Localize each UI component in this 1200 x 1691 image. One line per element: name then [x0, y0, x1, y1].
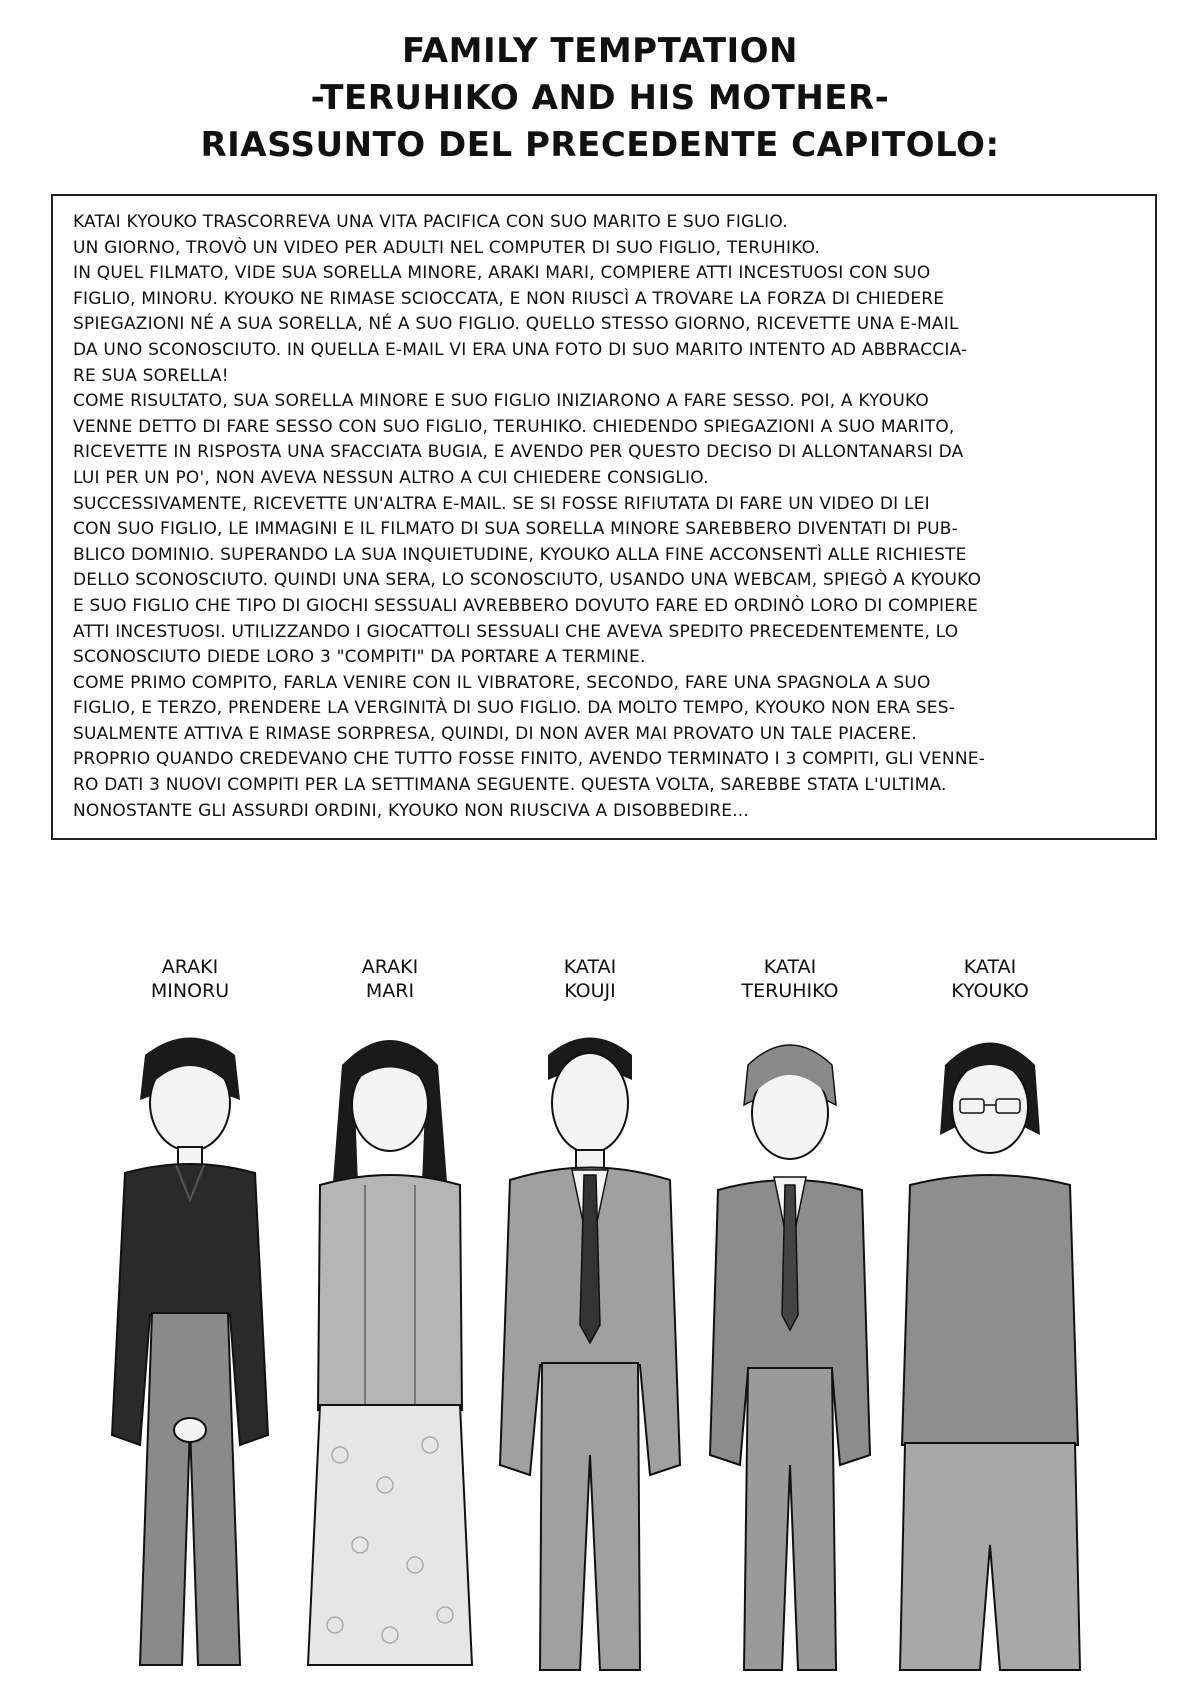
character-lineup — [0, 955, 1200, 1691]
character-given-name: KOUJI — [564, 980, 616, 1002]
character-araki-mari — [290, 955, 490, 1691]
summary-line: CON SUO FIGLIO, LE IMMAGINI E IL FILMATO DI SUA SORELLA MINORE SAREBBERO DIVENTATI DI PUB- — [73, 519, 959, 540]
page-title — [0, 28, 1200, 169]
boy-dark-sweater-figure-art — [90, 1025, 290, 1691]
character-surname: KATAI — [763, 956, 817, 978]
summary-line: VENNE DETTO DI FARE SESSO CON SUO FIGLIO, TERUHIKO. CHIEDENDO SPIEGAZIONI A SUO MARITO, — [73, 416, 955, 437]
summary-line: BLICO DOMINIO. SUPERANDO LA SUA INQUIETUDINE, KYOUKO ALLA FINE ACCONSENTÌ ALLE RICHIESTE — [73, 544, 967, 565]
character-katai-kyouko — [890, 955, 1090, 1691]
title-line: RIASSUNTO DEL PRECEDENTE CAPITOLO: — [200, 125, 1000, 165]
character-katai-kouji — [490, 955, 690, 1691]
woman-glasses-sweater-figure-art — [890, 1025, 1090, 1691]
summary-line: IN QUEL FILMATO, VIDE SUA SORELLA MINORE, ARAKI MARI, COMPIERE ATTI INCESTUOSI CON SUO — [73, 263, 931, 284]
summary-line: PROPRIO QUANDO CREDEVANO CHE TUTTO FOSSE FINITO, AVENDO TERMINATO I 3 COMPITI, GLI VENNE- — [73, 749, 986, 770]
character-araki-minoru — [90, 955, 290, 1691]
summary-line: RO DATI 3 NUOVI COMPITI PER LA SETTIMANA SEGUENTE. QUESTA VOLTA, SAREBBE STATA L'ULTIMA. — [73, 775, 947, 796]
summary-box — [51, 194, 1157, 840]
summary-line: RE SUA SORELLA! — [73, 365, 229, 386]
summary-line: SUALMENTE ATTIVA E RIMASE SORPRESA, QUINDI, DI NON AVER MAI PROVATO UN TALE PIACERE. — [73, 723, 917, 744]
man-suit-tie-figure — [490, 1025, 690, 1691]
summary-line: DELLO SCONOSCIUTO. QUINDI UNA SERA, LO SCONOSCIUTO, USANDO UNA WEBCAM, SPIEGÒ A KYOUKO — [73, 570, 982, 591]
character-given-name: TERUHIKO — [741, 980, 839, 1002]
summary-line: ATTI INCESTUOSI. UTILIZZANDO I GIOCATTOLI SESSUALI CHE AVEVA SPEDITO PRECEDENTEMENTE, LO — [73, 621, 959, 642]
summary-line: SCONOSCIUTO DIEDE LORO 3 "COMPITI" DA PORTARE A TERMINE. — [73, 647, 646, 668]
summary-line: KATAI KYOUKO TRASCORREVA UNA VITA PACIFICA CON SUO MARITO E SUO FIGLIO. — [73, 212, 788, 232]
character-given-name: MINORU — [150, 980, 230, 1002]
character-surname: KATAI — [563, 956, 617, 978]
character-surname: KATAI — [963, 956, 1017, 978]
summary-line: SPIEGAZIONI NÉ A SUA SORELLA, NÉ A SUO FIGLIO. QUELLO STESSO GIORNO, RICEVETTE UNA E-MAIL — [73, 314, 959, 335]
summary-line: E SUO FIGLIO CHE TIPO DI GIOCHI SESSUALI AVREBBERO DOVUTO FARE ED ORDINÒ LORO DI COMPIERE — [73, 595, 979, 616]
summary-line: COME PRIMO COMPITO, FARLA VENIRE CON IL VIBRATORE, SECONDO, FARE UNA SPAGNOLA A SUO — [73, 672, 931, 693]
title-line: -TERUHIKO AND HIS MOTHER- — [310, 78, 890, 118]
character-surname: ARAKI — [361, 956, 419, 978]
boy-suit-tie-figure — [690, 1025, 890, 1691]
character-given-name: KYOUKO — [951, 980, 1029, 1002]
character-surname: ARAKI — [161, 956, 219, 978]
woman-glasses-sweater-figure — [890, 1025, 1090, 1691]
summary-line: LUI PER UN PO', NON AVEVA NESSUN ALTRO A CUI CHIEDERE CONSIGLIO. — [73, 467, 709, 488]
woman-cardigan-floral-skirt-figure — [290, 1025, 490, 1691]
boy-suit-tie-figure-art — [690, 1025, 890, 1691]
summary-line: UN GIORNO, TROVÒ UN VIDEO PER ADULTI NEL COMPUTER DI SUO FIGLIO, TERUHIKO. — [73, 237, 821, 258]
boy-dark-sweater-figure — [90, 1025, 290, 1691]
character-given-name: MARI — [365, 980, 415, 1002]
summary-line: SUCCESSIVAMENTE, RICEVETTE UN'ALTRA E-MAIL. SE SI FOSSE RIFIUTATA DI FARE UN VIDEO DI LEI — [73, 493, 930, 514]
man-suit-tie-figure-art — [490, 1025, 690, 1691]
title-line: FAMILY TEMPTATION — [401, 31, 799, 71]
summary-line: NONOSTANTE GLI ASSURDI ORDINI, KYOUKO NON RIUSCIVA A DISOBBEDIRE... — [73, 800, 750, 821]
character-katai-teruhiko — [690, 955, 890, 1691]
summary-line: DA UNO SCONOSCIUTO. IN QUELLA E-MAIL VI ERA UNA FOTO DI SUO MARITO INTENTO AD ABBRACCIA- — [73, 339, 968, 360]
summary-line: COME RISULTATO, SUA SORELLA MINORE E SUO FIGLIO INIZIARONO A FARE SESSO. POI, A KYOUKO — [73, 391, 929, 412]
summary-line: FIGLIO, MINORU. KYOUKO NE RIMASE SCIOCCATA, E NON RIUSCÌ A TROVARE LA FORZA DI CHIEDERE — [73, 288, 945, 309]
summary-line: FIGLIO, E TERZO, PRENDERE LA VERGINITÀ DI SUO FIGLIO. DA MOLTO TEMPO, KYOUKO NON ERA SES- — [73, 698, 956, 719]
woman-cardigan-floral-skirt-figure-art — [290, 1025, 490, 1691]
summary-line: RICEVETTE IN RISPOSTA UNA SFACCIATA BUGIA, E AVENDO PER QUESTO DECISO DI ALLONTANARSI DA — [73, 442, 964, 463]
